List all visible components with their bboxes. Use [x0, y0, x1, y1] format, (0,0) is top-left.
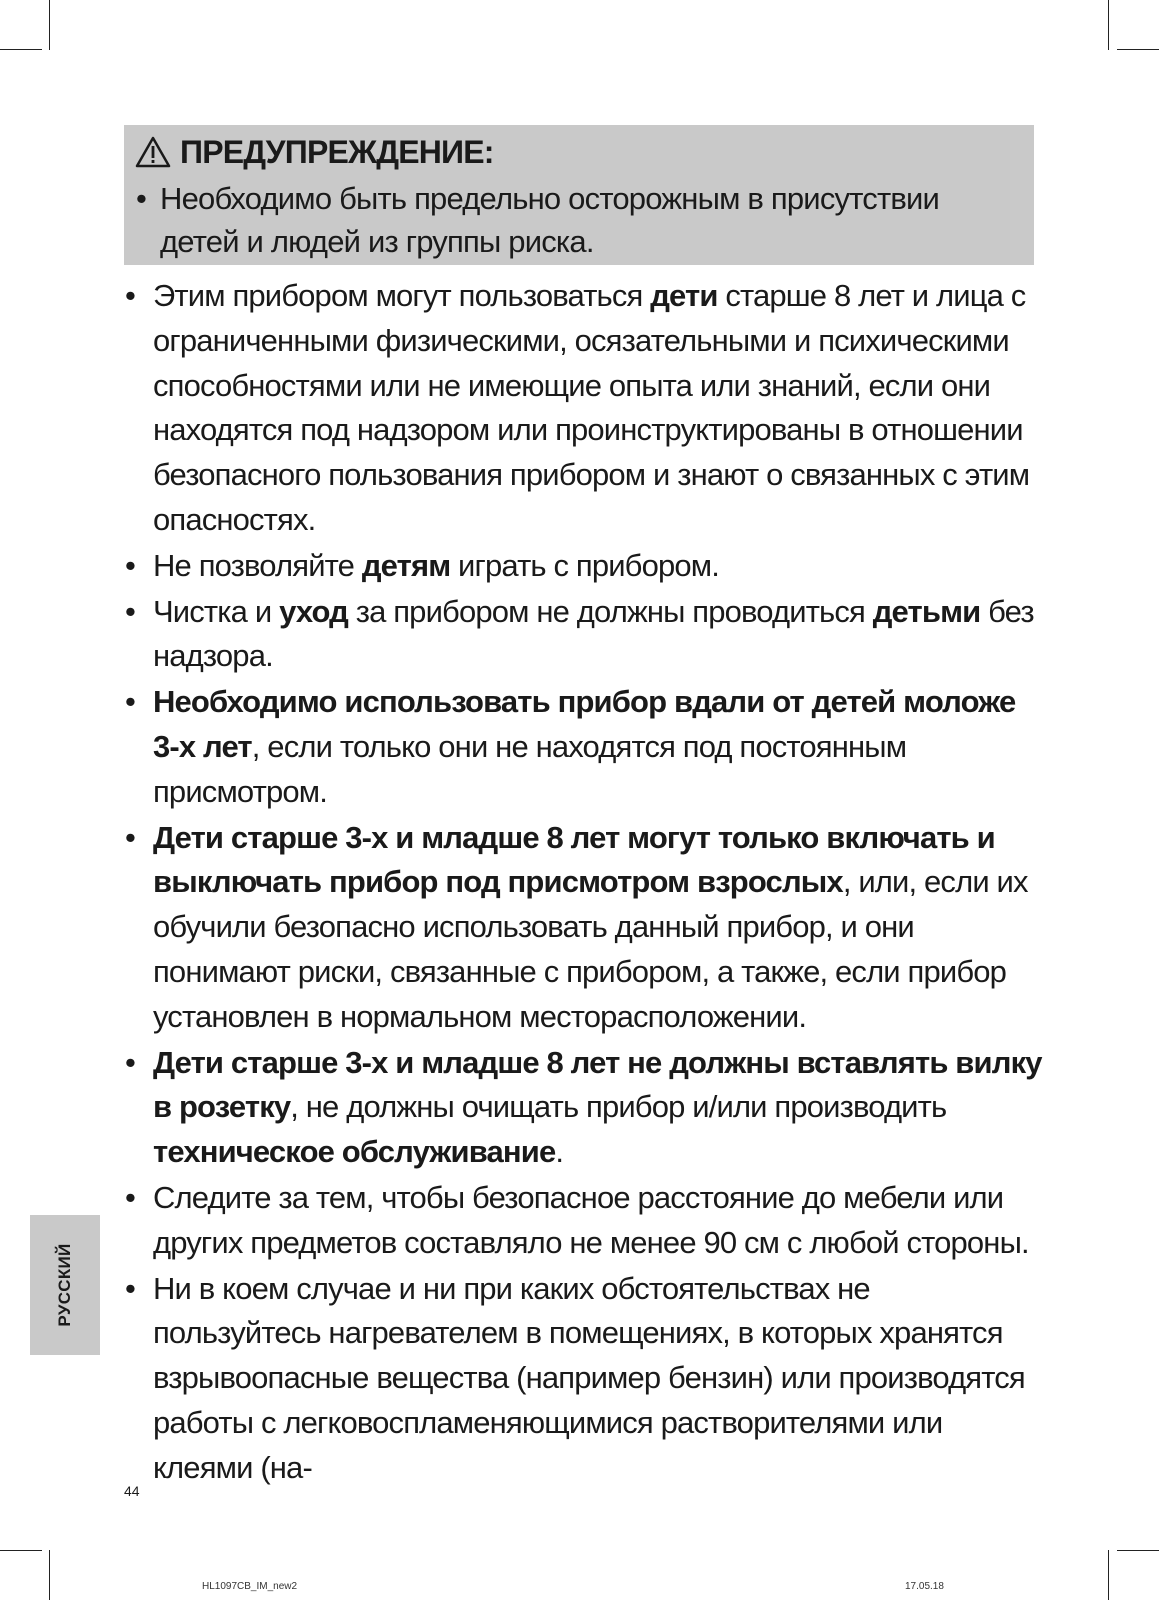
safety-instructions-list: [125, 274, 1045, 1492]
text: , не должны очищать прибор и/или производить: [290, 1089, 947, 1125]
bold-text: техническое обслуживание: [153, 1134, 556, 1170]
bold-text: Дети старше 3-х и младше 8 лет могут только включать и выключать прибор под присмотром взрослых: [153, 819, 995, 900]
warning-body: Необходимо быть предельно осторожным в присутствии детей и людей из группы риска.: [160, 181, 940, 259]
text: без надзора.: [153, 593, 1034, 674]
bold-text: детьми: [872, 593, 981, 629]
language-tab: [30, 1215, 100, 1355]
list-item: [125, 816, 1045, 1040]
text: .: [555, 1134, 564, 1170]
warning-triangle-icon: [134, 135, 172, 169]
bold-text: Дети старше 3-х и младше 8 лет не должны вставлять вилку в розетку: [153, 1044, 1042, 1125]
crop-mark: [0, 49, 42, 50]
text: Следите за тем, чтобы безопасное расстояние до мебели или других предметов составляло не менее 90 см с любой стороны.: [153, 1179, 1029, 1260]
list-item: [125, 544, 1045, 589]
warning-title: ПРЕДУПРЕЖДЕНИЕ:: [180, 134, 494, 170]
crop-mark: [49, 1550, 50, 1600]
footer-filename: HL1097CB_IM_new2: [202, 1581, 298, 1592]
text: , если только они не находятся под постоянным присмотром.: [153, 728, 907, 809]
warning-text: [136, 177, 1025, 263]
text: за прибором не должны проводиться: [347, 593, 873, 629]
page-number: 44: [124, 1483, 140, 1499]
bold-text: детям: [361, 547, 451, 583]
text: старше 8 лет и лица с ограниченными физическими, осязательными и психическими способностями или не имеющие опыта или знаний, если они находятся под надзором или проинструктированы в отношении безопасного пользования прибором и знают о связанных с этим опасностях.: [153, 278, 1030, 537]
bullet: •: [136, 181, 147, 216]
bold-text: Необходимо использовать прибор вдали от детей моложе 3-х лет: [153, 684, 1016, 764]
list-item: [125, 680, 1045, 814]
text: играть с прибором.: [450, 547, 719, 583]
text: , или, если их обучили безопасно использовать данный прибор, и они понимают риски, связанные с прибором, а также, если прибор установлен в нормальном месторасположении.: [153, 864, 1028, 1034]
crop-mark: [49, 0, 50, 50]
warning-heading: [134, 131, 494, 173]
crop-mark: [1108, 0, 1109, 50]
crop-mark: [1117, 1550, 1159, 1551]
bold-text: дети: [650, 278, 718, 313]
list-item: [125, 1041, 1045, 1175]
language-label: РУССКИЙ: [55, 1243, 74, 1327]
text: Этим прибором могут пользоваться: [153, 278, 651, 313]
list-item: [125, 1176, 1045, 1266]
text: Чистка и: [153, 593, 280, 629]
crop-mark: [0, 1550, 42, 1551]
bold-text: уход: [279, 593, 348, 629]
list-item: [125, 274, 1045, 543]
list-item: [125, 1267, 1045, 1491]
footer-date: 17.05.18: [905, 1581, 944, 1592]
text: Не позволяйте: [153, 547, 362, 583]
warning-box: [124, 125, 1034, 265]
crop-mark: [1117, 49, 1159, 50]
crop-mark: [1108, 1550, 1109, 1600]
text: Ни в коем случае и ни при каких обстоятельствах не пользуйтесь нагревателем в помещениях, в которых хранятся взрывоопасные вещества (например бензин) или производятся работы с легковоспламеняющимися растворителями или клеями (на-: [153, 1270, 1025, 1485]
list-item: [125, 590, 1045, 680]
